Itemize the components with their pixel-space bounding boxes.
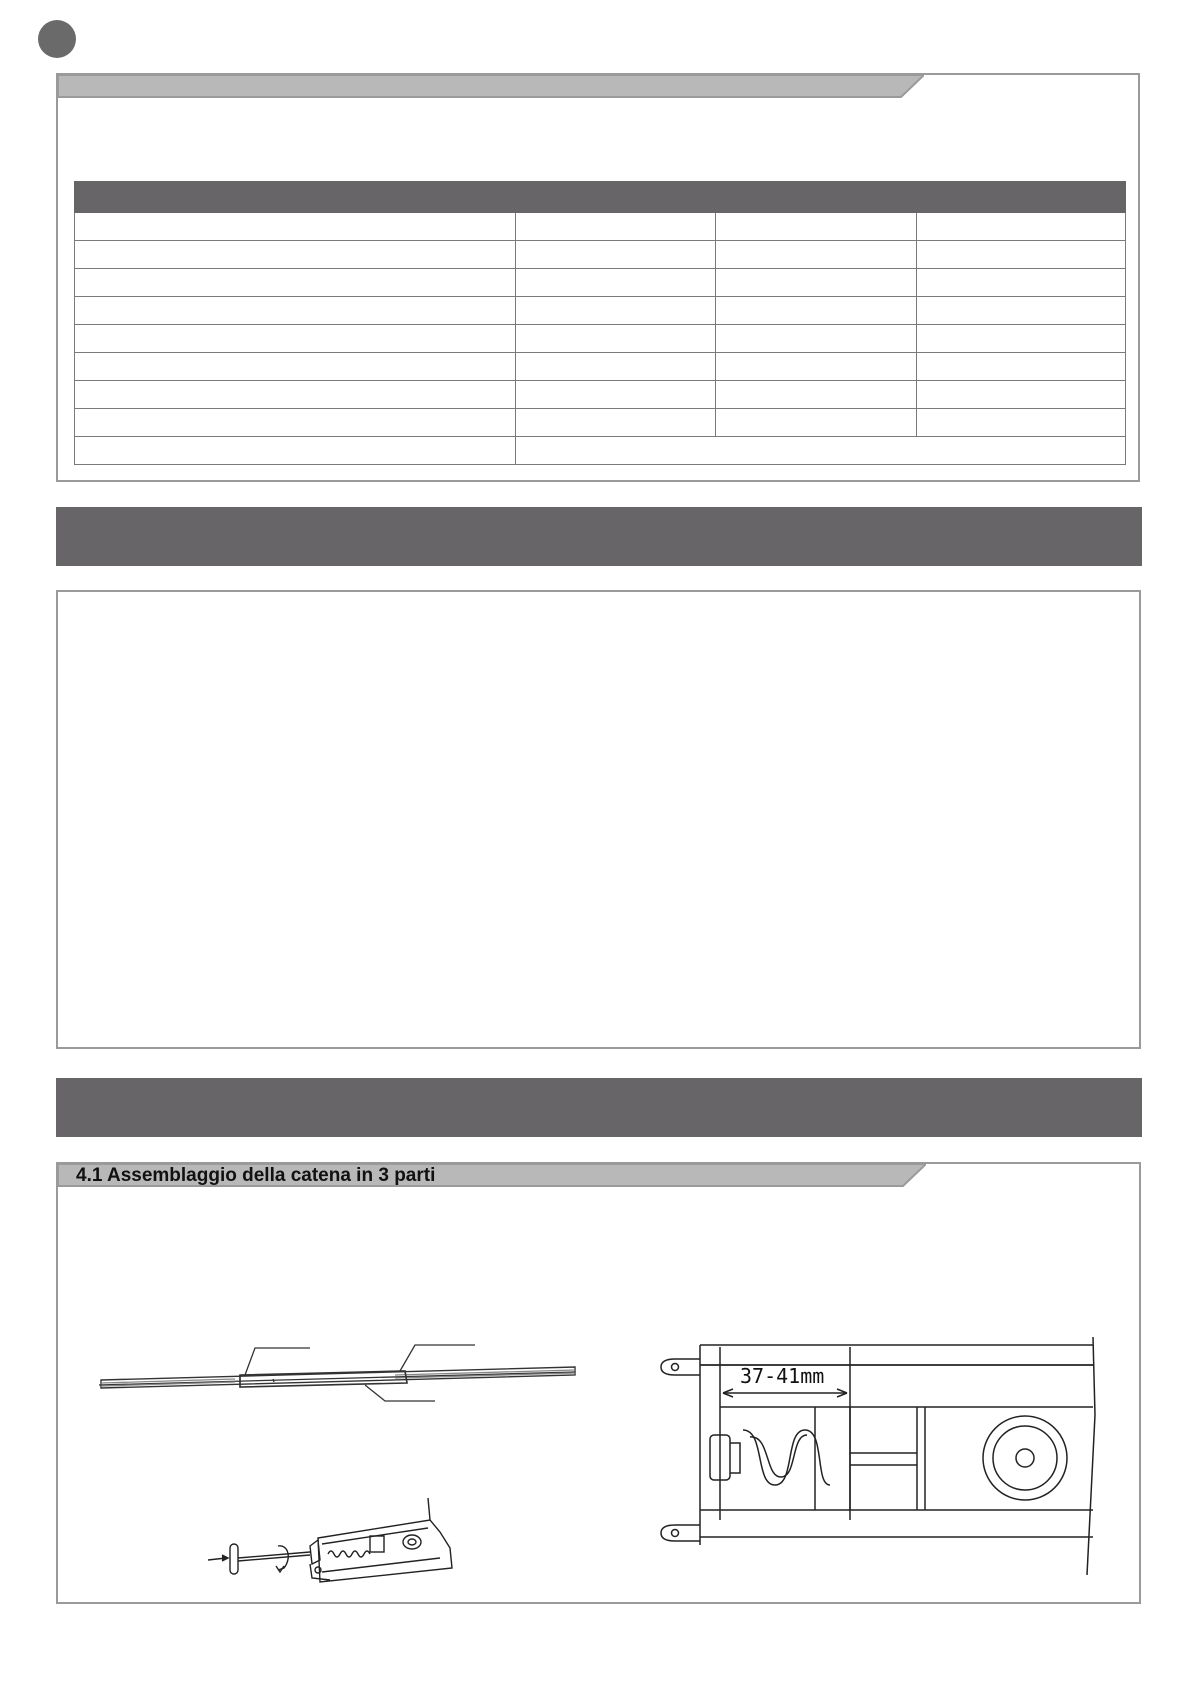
section-4-1-tab [58, 1164, 926, 1186]
table-row [75, 409, 1126, 437]
section-4-1-title: 4.1 Assemblaggio della catena in 3 parti [76, 1165, 436, 1186]
table-row [75, 241, 1126, 269]
table-row [75, 297, 1126, 325]
spec-panel-tab [58, 75, 924, 97]
table-row [75, 325, 1126, 353]
table-row [75, 381, 1126, 409]
spec-table-header [75, 182, 1126, 213]
spec-table [74, 181, 1126, 465]
table-row [75, 269, 1126, 297]
section-band-4 [56, 1078, 1142, 1137]
text-panel [56, 590, 1141, 1049]
table-row [75, 213, 1126, 241]
section-band-3 [56, 507, 1142, 566]
dimension-label: 37-41mm [740, 1364, 825, 1388]
page-marker-dot [38, 20, 76, 58]
table-row [75, 353, 1126, 381]
table-row [75, 437, 1126, 465]
spring-dimension-figure [655, 1335, 1105, 1585]
tension-screw-figure [200, 1488, 475, 1588]
rail-joint-figure [95, 1335, 585, 1415]
